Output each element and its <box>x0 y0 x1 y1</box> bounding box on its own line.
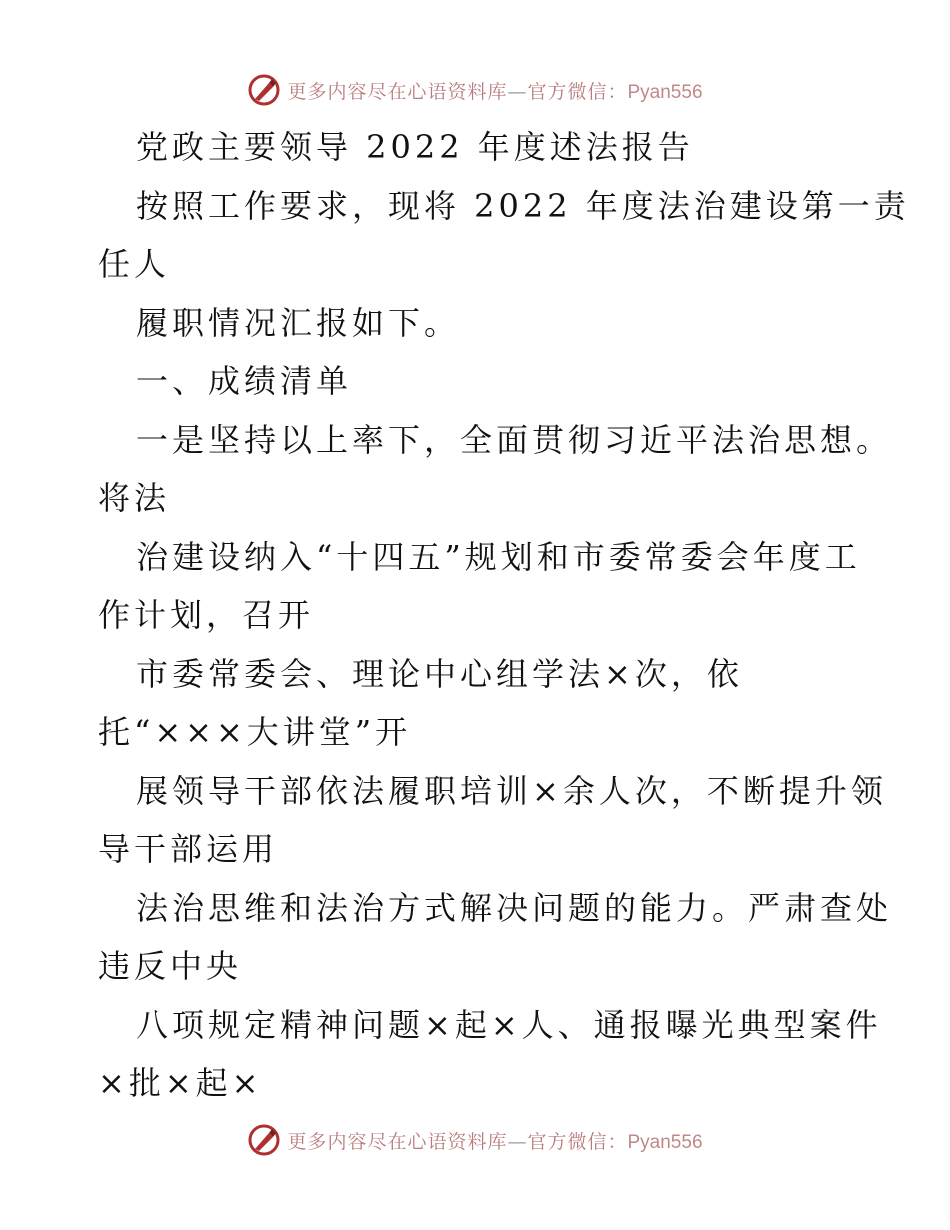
footer-watermark <box>0 1120 950 1160</box>
paragraph-line: 治建设纳入“十四五”规划和市委常委会年度工 <box>136 538 861 576</box>
header-watermark <box>0 70 950 110</box>
paragraph-line: 一是坚持以上率下，全面贯彻习近平法治思想。 <box>136 421 893 459</box>
paragraph-line: ×批×起× <box>98 1064 263 1102</box>
paragraph-line: 将法 <box>98 479 171 517</box>
section-heading: 一、成绩清单 <box>136 362 353 400</box>
paragraph-line: 违反中央 <box>98 947 243 985</box>
paragraph-line: 市委常委会、理论中心组学法×次，依 <box>136 655 743 693</box>
paragraph-line: 按照工作要求，现将 2022 年度法治建设第一责 <box>136 187 910 225</box>
paragraph-line: 八项规定精神问题×起×人、通报曝光典型案件 <box>136 1006 882 1044</box>
paragraph-line: 任人 <box>98 245 171 283</box>
document-title: 党政主要领导 2022 年度述法报告 <box>136 128 694 166</box>
watermark-text: 更多内容尽在心语资料库—官方微信：Pyan556 <box>287 80 703 103</box>
paragraph-line: 导干部运用 <box>98 830 279 868</box>
paragraph-line: 法治思维和法治方式解决问题的能力。严肃查处 <box>136 889 893 927</box>
pen-logo-icon <box>247 73 281 107</box>
paragraph-line: 托“×××大讲堂”开 <box>98 713 412 751</box>
paragraph-line: 作计划，召开 <box>98 596 315 634</box>
watermark-text: 更多内容尽在心语资料库—官方微信：Pyan556 <box>287 1130 703 1153</box>
paragraph-line: 履职情况汇报如下。 <box>136 304 461 342</box>
pen-logo-icon <box>247 1123 281 1157</box>
paragraph-line: 展领导干部依法履职培训×余人次，不断提升领 <box>136 772 887 810</box>
